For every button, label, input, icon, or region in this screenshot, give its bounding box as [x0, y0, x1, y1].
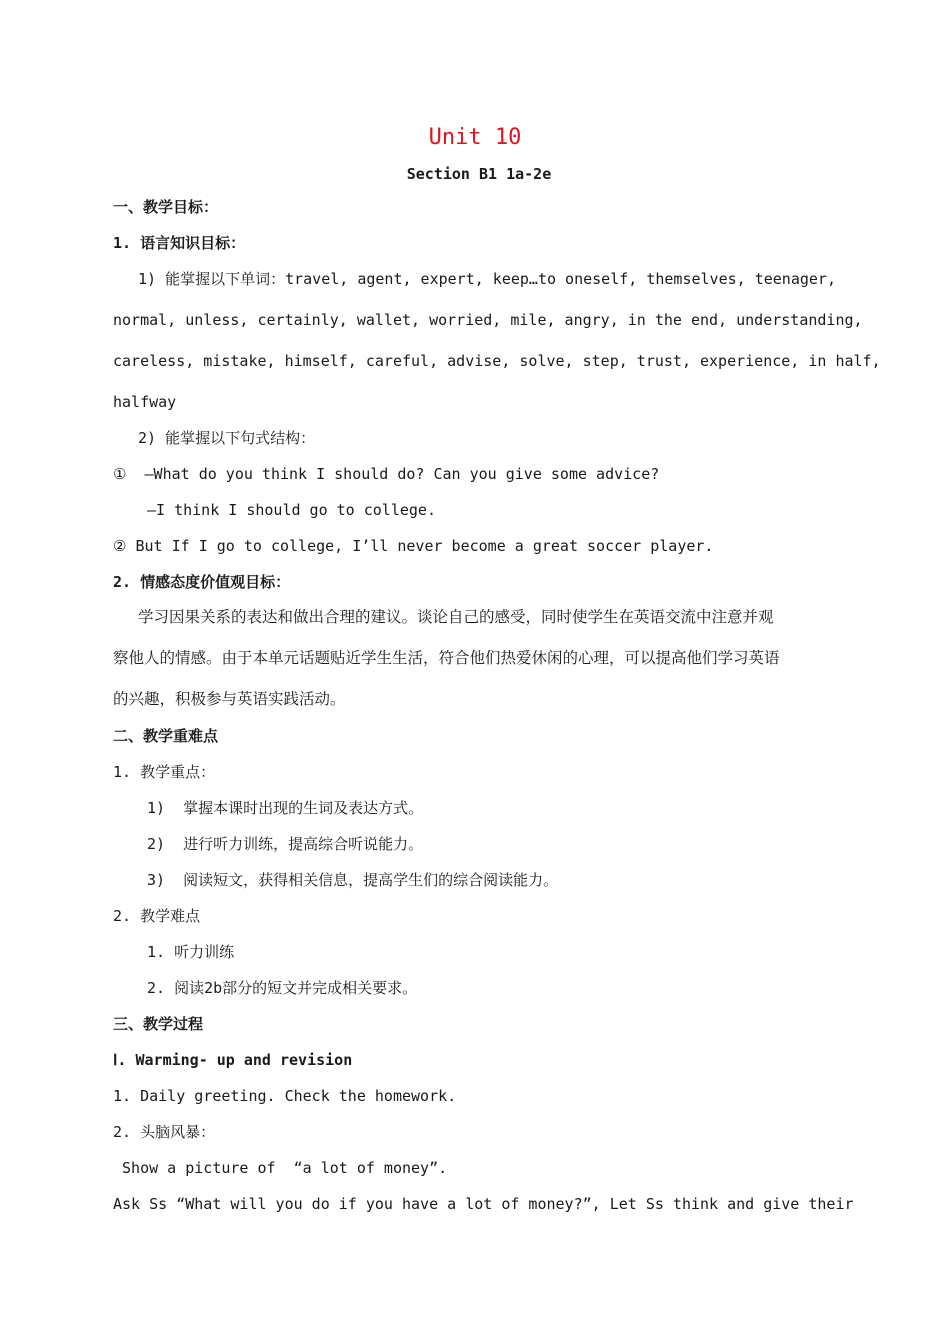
vocab-line-4: halfway [113, 393, 177, 411]
key-points-heading: 1. 教学重点： [113, 763, 216, 781]
section-heading-process: 三、教学过程 [113, 1015, 204, 1033]
subheading-language-knowledge: 1. 语言知识目标： [113, 234, 246, 252]
key-point-1: 1) 掌握本课时出现的生词及表达方式。 [147, 799, 424, 817]
step-1-greeting: 1. Daily greeting. Check the homework. [113, 1087, 457, 1105]
key-point-3: 3) 阅读短文，获得相关信息，提高学生们的综合阅读能力。 [147, 871, 559, 889]
subheading-emotional-goals: 2. 情感态度价值观目标： [113, 573, 291, 591]
section-heading-key-points: 二、教学重难点 [113, 727, 219, 745]
structures-intro: 2) 能掌握以下句式结构： [138, 429, 316, 447]
step-warming-up: Ⅰ. Warming- up and revision [113, 1051, 353, 1069]
step-2-brainstorm: 2. 头脑风暴： [113, 1123, 216, 1141]
vocab-line-2: normal, unless, certainly, wallet, worried, mile, angry, in the end, understanding, [113, 311, 863, 329]
page-subtitle: Section B1 1a-2e [406, 165, 552, 183]
section-heading-objectives: 一、教学目标： [113, 198, 219, 216]
difficulties-heading: 2. 教学难点 [113, 907, 201, 925]
brainstorm-instruction-1: Show a picture of “a lot of money”. [113, 1159, 448, 1177]
example-1-answer: —I think I should go to college. [147, 501, 436, 519]
page-title: Unit 10 [428, 125, 522, 150]
difficulty-2: 2. 阅读2b部分的短文并完成相关要求。 [147, 979, 418, 997]
vocab-line-3: careless, mistake, himself, careful, advise, solve, step, trust, experience, in half, [113, 352, 881, 370]
key-point-2: 2) 进行听力训练，提高综合听说能力。 [147, 835, 424, 853]
paragraph-line-1: 学习因果关系的表达和做出合理的建议。谈论自己的感受，同时使学生在英语交流中注意并观 [138, 608, 774, 626]
vocab-line-1: 1) 能掌握以下单词：travel, agent, expert, keep…to oneself, themselves, teenager, [138, 270, 836, 288]
paragraph-line-3: 的兴趣，积极参与英语实践活动。 [113, 690, 346, 708]
paragraph-line-2: 察他人的情感。由于本单元话题贴近学生生活，符合他们热爱休闲的心理，可以提高他们学习英语 [113, 649, 780, 667]
difficulty-1: 1. 听力训练 [147, 943, 235, 961]
example-1-question: ① —What do you think I should do? Can you give some advice? [113, 465, 660, 483]
brainstorm-instruction-2: Ask Ss “What will you do if you have a lot of money?”, Let Ss think and give their [113, 1195, 854, 1213]
example-2: ② But If I go to college, I’ll never become a great soccer player. [113, 537, 714, 555]
